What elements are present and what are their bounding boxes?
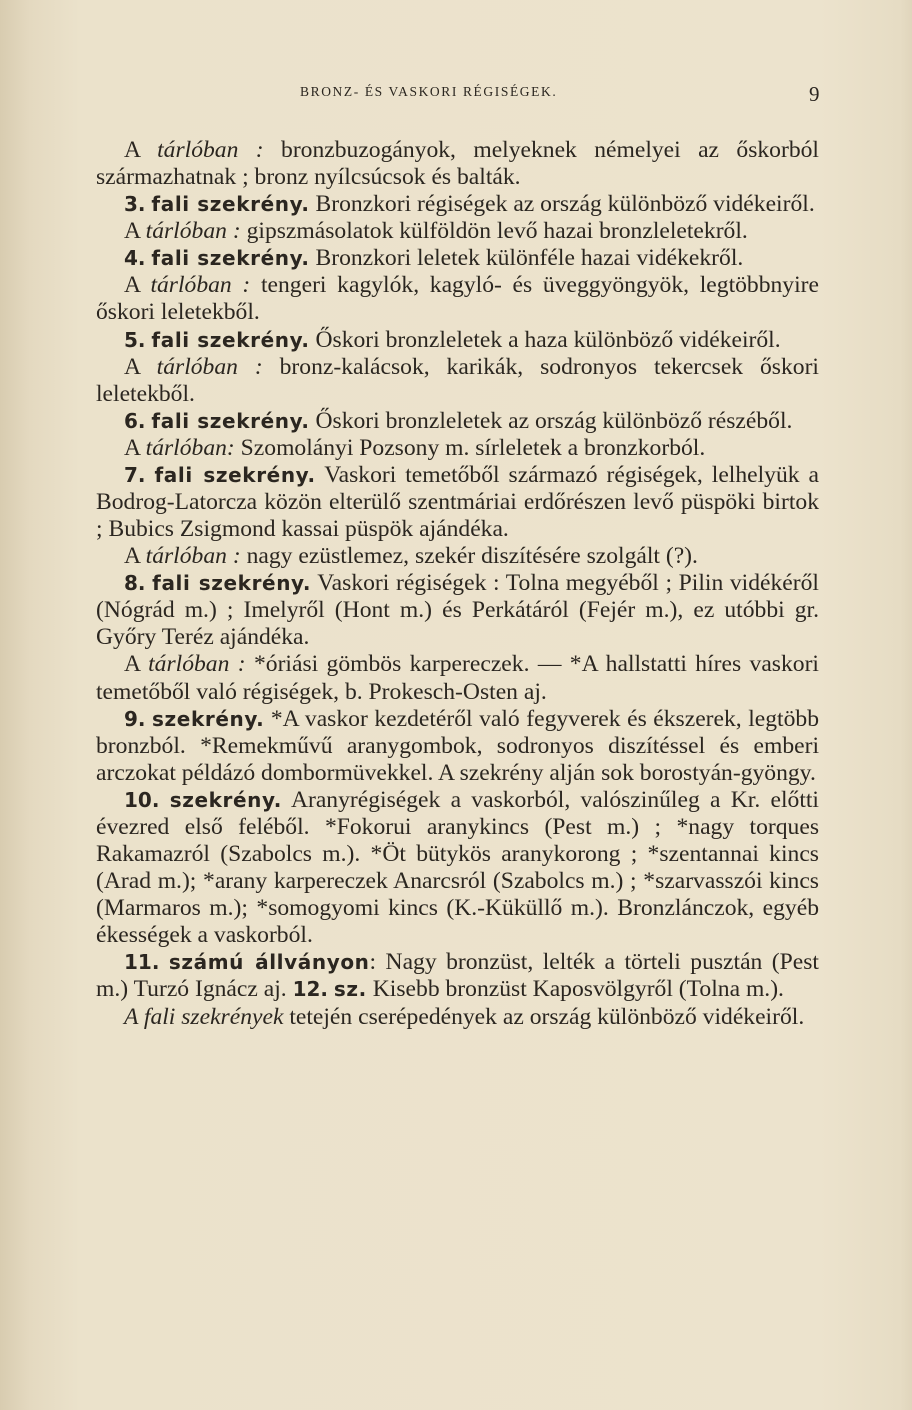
italic-run: tárlóban :	[156, 353, 263, 380]
running-head	[0, 84, 912, 106]
bold-heading-run: fali szekrény.	[151, 246, 310, 271]
text-run: Bronzkori leletek különféle hazai vidékekről.	[309, 245, 744, 272]
text-run: bronz-kalácsok, karikák, sodronyos tekercsek őskori leletekből.	[96, 353, 819, 407]
item-number: 4.	[124, 246, 146, 271]
paragraph	[96, 327, 819, 354]
bold-heading-run: szekrény.	[169, 787, 282, 812]
item-number: 5.	[124, 327, 146, 352]
text-run: tetején cserépedények az ország különböző vidékeiről.	[283, 1003, 805, 1030]
item-number: 6.	[124, 408, 146, 433]
paragraph	[96, 949, 819, 1003]
italic-run: tárlóban :	[150, 272, 251, 299]
bold-heading-run: sz.	[333, 977, 367, 1002]
text-run: Bronzkori régiségek az ország különböző vidékeiről.	[309, 191, 815, 218]
item-number: 3.	[124, 192, 146, 217]
item-number: 11.	[124, 950, 160, 975]
item-number: 12.	[292, 977, 329, 1002]
bold-heading-run: számú állványon	[168, 950, 370, 975]
paragraph	[96, 245, 819, 272]
text-run: A	[124, 353, 157, 380]
bold-heading-run: fali szekrény.	[152, 571, 312, 596]
text-run: A	[124, 218, 146, 245]
text-run: gipszmásolatok külföldön levő hazai bronzleletekről.	[240, 218, 748, 245]
paragraph	[96, 706, 819, 787]
text-run: Őskori bronzleletek a haza különböző vidékeiről.	[309, 326, 781, 353]
text-run: Kisebb bronzüst Kaposvölgyről (Tolna m.).	[366, 976, 784, 1003]
bold-heading-run: szekrény.	[152, 706, 265, 731]
text-run: Vaskori temetőből származó régiségek, lelhelyük a Bodrog-Latorcza közön elterülő szentmáriai erdőrészen levő püspöki birtok ; Bubics Zsigmond kassai püspök ajándéka.	[96, 461, 819, 543]
text-run: bronzbuzogányok, melyeknek némelyei az őskorból származhatnak ; bronz nyílcsúcsok és balták.	[96, 137, 819, 191]
text-run: *A vaskor kezdetéről való fegyverek és ékszerek, legtöbb bronzból. *Remekművű aranygombok, sodronyos diszítéssel és emberi arczokat példázó dombormüvekkel. A szekrény alján sok borostyán-gyöngy.	[96, 705, 819, 786]
paragraph	[96, 137, 819, 191]
paragraph	[96, 435, 819, 462]
italic-run: tárlóban :	[157, 137, 264, 163]
bold-heading-run: fali szekrény.	[151, 327, 310, 352]
page-number: 9	[809, 82, 820, 106]
item-number: 9.	[124, 706, 146, 731]
paragraph	[96, 570, 819, 651]
paragraph	[96, 787, 819, 949]
text-run: *óriási gömbös karpereczek. — *A hallstatti híres vaskori temetőből való régiségek, b. Prokesch-Osten aj.	[96, 651, 819, 705]
text-run: Szomolányi Pozsony m. sírleletek a bronzkorból.	[234, 434, 706, 461]
bold-heading-run: fali szekrény.	[151, 192, 310, 217]
italic-run: A fali szekrények	[124, 1003, 284, 1030]
text-run: Aranyrégiségek a vaskorból, valószinűleg a Kr. előtti évezred első feléből. *Fokorui aranykincs (Pest m.) ; *nagy torques Rakamazról (Szabolcs m.). *Öt bütykös aranykorong ; *szentannai kincs (Arad m.); *arany karpereczek Anarcsról (Szabolcs m.) ; *szarvasszói kincs (Marmaros m.); *somogyomi kincs (K.-Küküllő m.). Bronzlánczok, egyéb ékességek a vaskorból.	[96, 786, 819, 949]
text-run: A	[124, 137, 158, 163]
item-number: 10.	[124, 787, 160, 812]
italic-run: tárlóban :	[148, 651, 246, 678]
text-run: A	[124, 651, 149, 678]
paragraph	[96, 543, 819, 570]
text-run: Vaskori régiségek : Tolna megyéből ; Pilin vidékéről (Nógrád m.) ; Imelyről (Hont m.) és Perkátáról (Fejér m.), ez utóbbi gr. Győry Teréz ajándéka.	[96, 570, 819, 651]
text-run: tengeri kagylók, kagyló- és üveggyöngyök, legtöbbnyire őskori leletekből.	[96, 272, 819, 326]
bold-heading-run: fali szekrény.	[151, 408, 310, 433]
text-run: : Nagy bronzüst, lelték a törteli pusztán (Pest m.) Turzó Ignácz aj.	[96, 949, 819, 1003]
italic-run: tárlóban :	[145, 543, 241, 570]
paragraph	[96, 354, 819, 408]
paragraph	[96, 408, 819, 435]
text-run	[159, 787, 169, 813]
paragraph	[96, 218, 819, 245]
italic-run: tárlóban:	[145, 434, 235, 461]
text-run	[159, 949, 168, 975]
bold-heading-run: fali szekrény.	[154, 462, 316, 487]
text-run: nagy ezüstlemez, szekér diszítésére szolgált (?).	[240, 543, 698, 570]
page-header-title: BRONZ- ÉS VASKORI RÉGISÉGEK.	[300, 84, 558, 99]
paragraph	[96, 1004, 819, 1031]
paragraph	[96, 191, 819, 218]
paragraph	[96, 462, 819, 543]
text-run: A	[124, 543, 146, 570]
italic-run: tárlóban :	[145, 218, 241, 245]
text-run: Őskori bronzleletek az ország különböző részéből.	[309, 407, 793, 434]
text-run: A	[124, 272, 151, 299]
text-run: A	[124, 434, 146, 461]
item-number: 8.	[124, 571, 146, 596]
item-number: 7.	[124, 462, 146, 487]
paragraph	[96, 651, 819, 705]
paragraph	[96, 272, 819, 326]
body-text	[96, 137, 819, 1031]
